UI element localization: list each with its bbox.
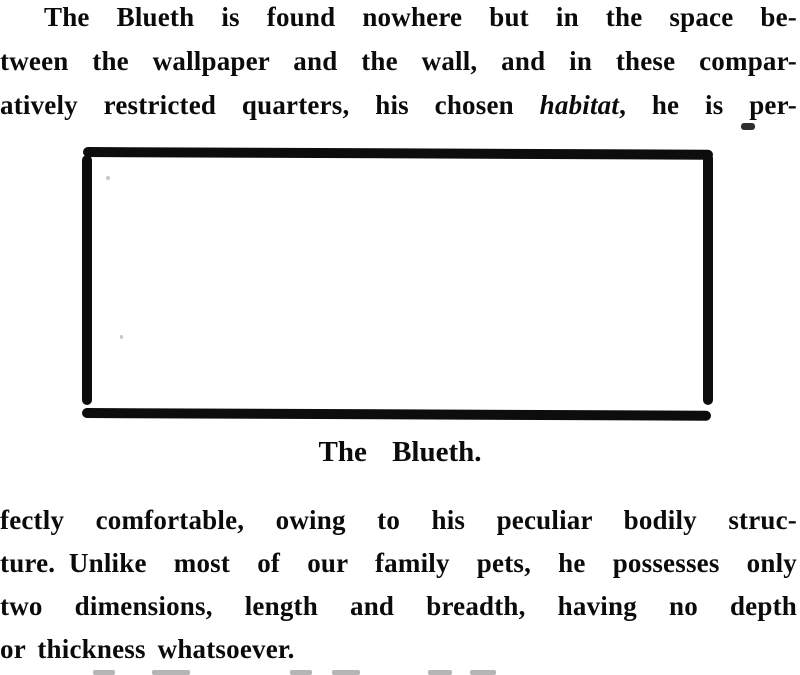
cutoff-text-mark bbox=[152, 670, 190, 675]
ink-speck bbox=[120, 335, 123, 339]
paragraph-bottom bbox=[0, 499, 797, 671]
text-line: The Blueth is found nowhere but in the space be- bbox=[44, 2, 797, 32]
text-line: or thickness whatsoever. bbox=[0, 634, 295, 664]
figure-caption: The Blueth. bbox=[318, 436, 482, 468]
frame-bottom-edge bbox=[82, 408, 711, 421]
text-line: tween the wallpaper and the wall, and in these compar- bbox=[0, 46, 797, 76]
cutoff-text-mark bbox=[93, 670, 115, 675]
ink-speck bbox=[106, 176, 110, 180]
paragraph-top bbox=[0, 0, 797, 127]
text-line: atively restricted quarters, his chosen habitat, he is per- bbox=[0, 90, 797, 120]
cutoff-text-mark bbox=[470, 670, 496, 675]
text-line: two dimensions, length and breadth, having no depth bbox=[0, 591, 797, 621]
cutoff-text-mark bbox=[332, 670, 360, 675]
cutoff-text-mark bbox=[290, 670, 312, 675]
text-line: ture. Unlike most of our family pets, he possesses only bbox=[0, 548, 797, 578]
ink-speck bbox=[741, 123, 755, 130]
cutoff-text-mark bbox=[428, 670, 452, 675]
frame-left-edge bbox=[82, 155, 92, 405]
text-line: fectly comfortable, owing to his peculiar bodily struc- bbox=[0, 505, 797, 535]
frame-right-edge bbox=[703, 153, 713, 405]
frame-top-edge bbox=[83, 147, 713, 160]
